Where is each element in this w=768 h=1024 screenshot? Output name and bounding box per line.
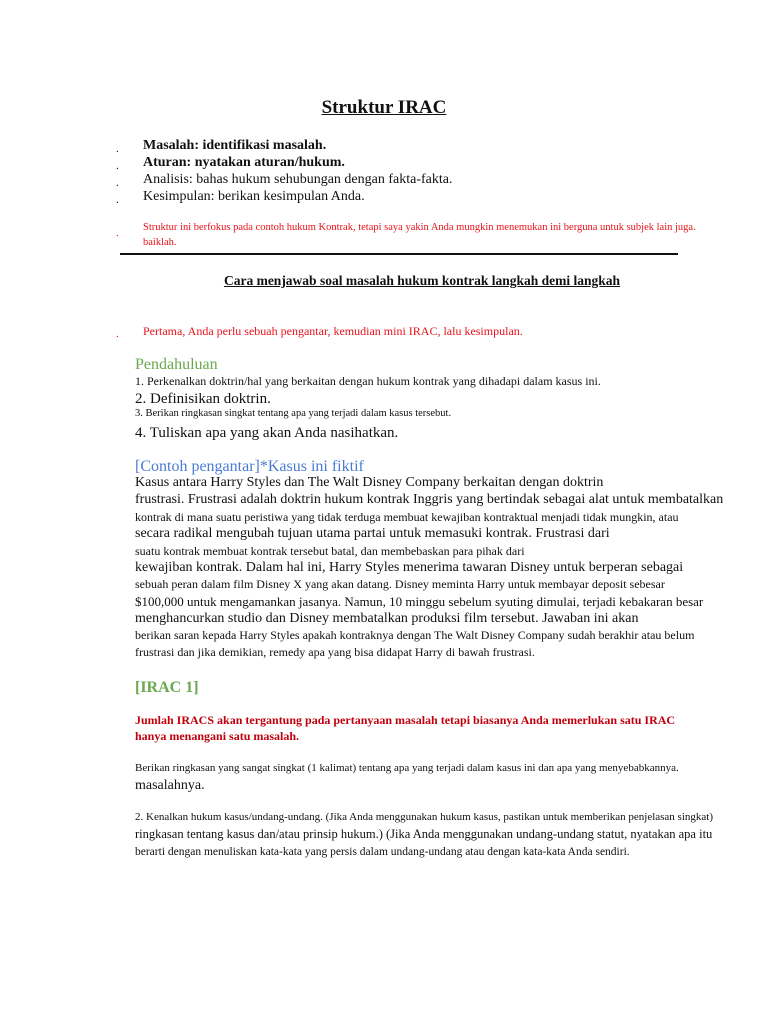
- contoh-line: frustrasi dan jika demikian, remedy apa yang bisa didapat Harry di bawah frustrasi.: [135, 645, 535, 659]
- contoh-line: menghancurkan studio dan Disney membatalkan produksi film tersebut. Jawaban ini akan: [135, 611, 639, 626]
- bullet-marker: .: [116, 160, 119, 172]
- pendahuluan-item-3: 3. Berikan ringkasan singkat tentang apa yang terjadi dalam kasus tersebut.: [135, 408, 452, 419]
- contoh-line: secara radikal mengubah tujuan utama partai untuk memasuki kontrak. Frustrasi dari: [135, 526, 610, 541]
- contoh-line: Kasus antara Harry Styles dan The Walt Disney Company berkaitan dengan doktrin: [135, 475, 604, 490]
- pendahuluan-item-2: 2. Definisikan doktrin.: [135, 391, 271, 407]
- bullet-analisis: Analisis: bahas hukum sehubungan dengan fakta-fakta.: [143, 172, 453, 187]
- bullet-kesimpulan: Kesimpulan: berikan kesimpulan Anda.: [143, 189, 365, 204]
- contoh-line: frustrasi. Frustrasi adalah doktrin hukum kontrak Inggris yang bertindak sebagai alat untuk membatalkan: [135, 492, 724, 507]
- irac1-p2-line-1: 2. Kenalkan hukum kasus/undang-undang. (Jika Anda menggunakan hukum kasus, pastikan untuk memberikan penjelasan singkat): [135, 811, 713, 823]
- pendahuluan-item-1: 1. Perkenalkan doktrin/hal yang berkaitan dengan hukum kontrak yang dihadapi dalam kasus ini.: [135, 374, 601, 388]
- irac1-heading: [IRAC 1]: [135, 679, 199, 696]
- contoh-line: kontrak di mana suatu peristiwa yang tidak terduga membuat kewajiban kontraktual menjadi tidak mungkin, atau: [135, 510, 679, 524]
- bullet-aturan: Aturan: nyatakan aturan/hukum.: [143, 155, 345, 170]
- note-line-1: Struktur ini berfokus pada contoh hukum Kontrak, tetapi saya yakin Anda mungkin menemukan ini berguna untuk subjek lain juga.: [143, 222, 696, 233]
- contoh-line: kewajiban kontrak. Dalam hal ini, Harry Styles menerima tawaran Disney untuk berperan sebagai: [135, 560, 684, 575]
- intro-note: Pertama, Anda perlu sebuah pengantar, kemudian mini IRAC, lalu kesimpulan.: [143, 324, 523, 338]
- contoh-line: $100,000 untuk mengamankan jasanya. Namun, 10 minggu sebelum syuting dimulai, terjadi kebakaran besar: [135, 594, 704, 609]
- bullet-marker: .: [116, 177, 119, 189]
- page-title: Struktur IRAC: [321, 97, 447, 118]
- horizontal-divider: [120, 253, 678, 255]
- contoh-line: sebuah peran dalam film Disney X yang akan datang. Disney meminta Harry untuk membayar deposit sebesar: [135, 577, 665, 591]
- irac1-p1-line-2: masalahnya.: [135, 778, 205, 793]
- note-line-2: baiklah.: [143, 237, 177, 248]
- irac1-p1-line-1: Berikan ringkasan yang sangat singkat (1 kalimat) tentang apa yang terjadi dalam kasus ini dan apa yang menyebabkannya.: [135, 762, 679, 774]
- contoh-line: berikan saran kepada Harry Styles apakah kontraknya dengan The Walt Disney Company sudah berakhir atau belum: [135, 628, 695, 642]
- bullet-marker: .: [116, 194, 119, 206]
- section-subtitle: Cara menjawab soal masalah hukum kontrak langkah demi langkah: [223, 273, 621, 288]
- irac1-p2-line-3: berarti dengan menuliskan kata-kata yang persis dalam undang-undang atau dengan kata-kata Anda sendiri.: [135, 846, 630, 858]
- bullet-masalah: Masalah: identifikasi masalah.: [143, 138, 327, 153]
- contoh-heading: [Contoh pengantar]*Kasus ini fiktif: [135, 458, 364, 475]
- pendahuluan-heading: Pendahuluan: [135, 356, 218, 373]
- irac1-note-line-2: hanya menangani satu masalah.: [135, 729, 300, 743]
- bullet-marker: .: [116, 328, 119, 340]
- irac1-note-line-1: Jumlah IRACS akan tergantung pada pertanyaan masalah tetapi biasanya Anda memerlukan satu IRAC: [135, 713, 676, 727]
- irac1-p2-line-2: ringkasan tentang kasus dan/atau prinsip hukum.) (Jika Anda menggunakan undang-undang statut, nyatakan apa itu: [135, 827, 713, 841]
- pendahuluan-item-4: 4. Tuliskan apa yang akan Anda nasihatkan.: [135, 425, 399, 441]
- bullet-marker: .: [116, 227, 119, 239]
- bullet-marker: .: [116, 143, 119, 155]
- contoh-line: suatu kontrak membuat kontrak tersebut batal, dan membebaskan para pihak dari: [135, 544, 525, 558]
